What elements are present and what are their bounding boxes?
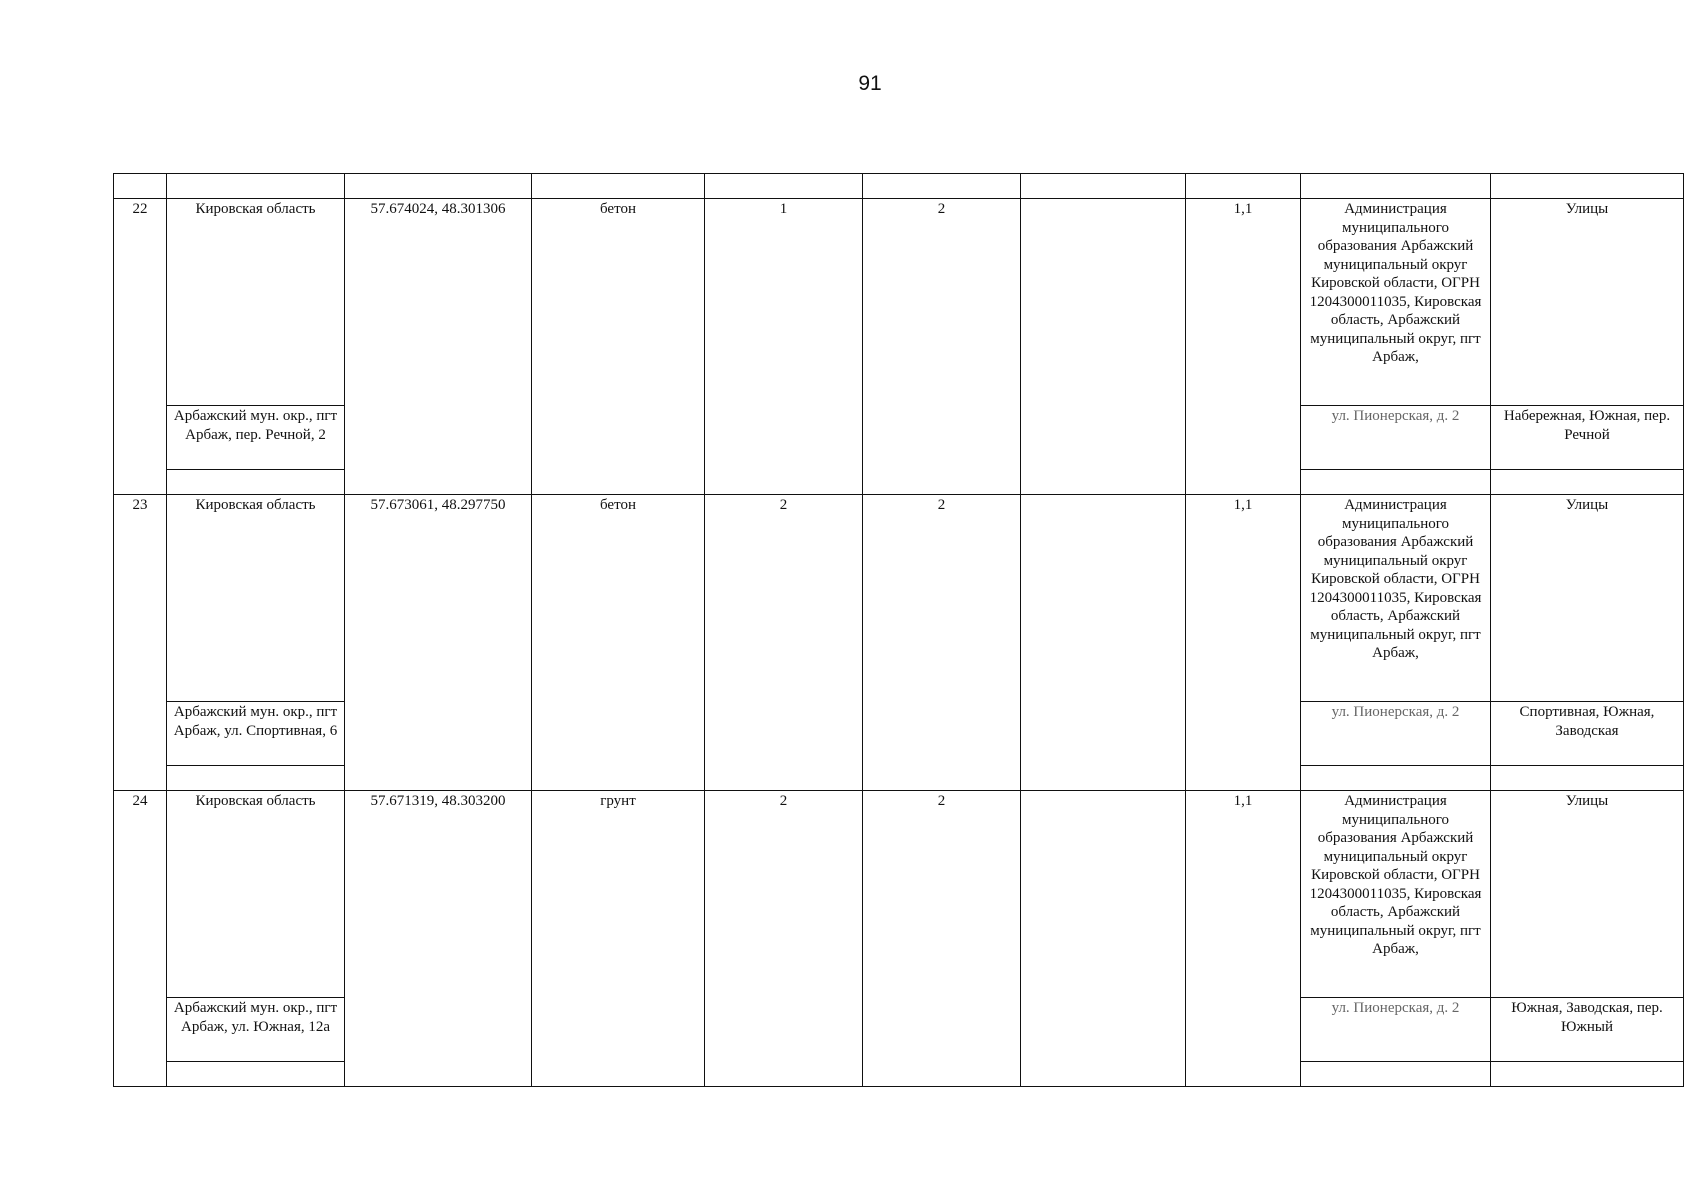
surface-cell: грунт [532,791,705,1087]
value-cell-8: 1,1 [1186,495,1301,791]
streets-title-cell: Улицы [1491,791,1684,998]
owner-cell: Администрация муниципального образования Арбажский муниципальный округ Кировской области, ОГРН 1204300011035, Кировская область, Арбажский муниципальный округ, пгт Арбаж, [1301,199,1491,406]
value-cell-7 [1021,495,1186,791]
row-number: 24 [114,791,167,1087]
empty-cell [1301,766,1491,791]
page-number: 91 [858,72,882,95]
header-cell [705,174,863,199]
address-cell: Арбажский мун. окр., пгт Арбаж, пер. Речной, 2 [167,406,345,470]
empty-cell [167,1062,345,1087]
header-cell [1491,174,1684,199]
address-cell: Арбажский мун. окр., пгт Арбаж, ул. Южная, 12а [167,998,345,1062]
table-row [114,199,1684,406]
streets-cell: Южная, Заводская, пер. Южный [1491,998,1684,1062]
header-cell [167,174,345,199]
owner-street-cell: ул. Пионерская, д. 2 [1301,702,1491,766]
empty-cell [1491,1062,1684,1087]
surface-cell: бетон [532,199,705,495]
value-cell-7 [1021,791,1186,1087]
coordinates-cell: 57.674024, 48.301306 [345,199,532,495]
owner-cell: Администрация муниципального образования Арбажский муниципальный округ Кировской области, ОГРН 1204300011035, Кировская область, Арбажский муниципальный округ, пгт Арбаж, [1301,791,1491,998]
empty-cell [1301,470,1491,495]
header-cell [1021,174,1186,199]
value-cell-6: 2 [863,791,1021,1087]
streets-cell: Спортивная, Южная, Заводская [1491,702,1684,766]
header-cell [863,174,1021,199]
table-row [114,791,1684,998]
header-cell [114,174,167,199]
value-cell-6: 2 [863,495,1021,791]
region-cell: Кировская область [167,495,345,702]
empty-cell [1491,470,1684,495]
row-number: 23 [114,495,167,791]
header-cell [532,174,705,199]
header-cell [1186,174,1301,199]
header-row [114,174,1684,199]
owner-cell: Администрация муниципального образования Арбажский муниципальный округ Кировской области, ОГРН 1204300011035, Кировская область, Арбажский муниципальный округ, пгт Арбаж, [1301,495,1491,702]
value-cell-8: 1,1 [1186,791,1301,1087]
empty-cell [167,766,345,791]
value-cell-5: 1 [705,199,863,495]
region-cell: Кировская область [167,199,345,406]
value-cell-8: 1,1 [1186,199,1301,495]
value-cell-7 [1021,199,1186,495]
table-row [114,495,1684,702]
coordinates-cell: 57.673061, 48.297750 [345,495,532,791]
empty-cell [1491,766,1684,791]
value-cell-5: 2 [705,495,863,791]
address-cell: Арбажский мун. окр., пгт Арбаж, ул. Спортивная, 6 [167,702,345,766]
surface-cell: бетон [532,495,705,791]
streets-title-cell: Улицы [1491,495,1684,702]
header-cell [345,174,532,199]
empty-cell [1301,1062,1491,1087]
row-number: 22 [114,199,167,495]
empty-cell [167,470,345,495]
streets-cell: Набережная, Южная, пер. Речной [1491,406,1684,470]
registry-table [113,173,1684,1087]
coordinates-cell: 57.671319, 48.303200 [345,791,532,1087]
value-cell-6: 2 [863,199,1021,495]
owner-street-cell: ул. Пионерская, д. 2 [1301,998,1491,1062]
owner-street-cell: ул. Пионерская, д. 2 [1301,406,1491,470]
value-cell-5: 2 [705,791,863,1087]
header-cell [1301,174,1491,199]
streets-title-cell: Улицы [1491,199,1684,406]
region-cell: Кировская область [167,791,345,998]
